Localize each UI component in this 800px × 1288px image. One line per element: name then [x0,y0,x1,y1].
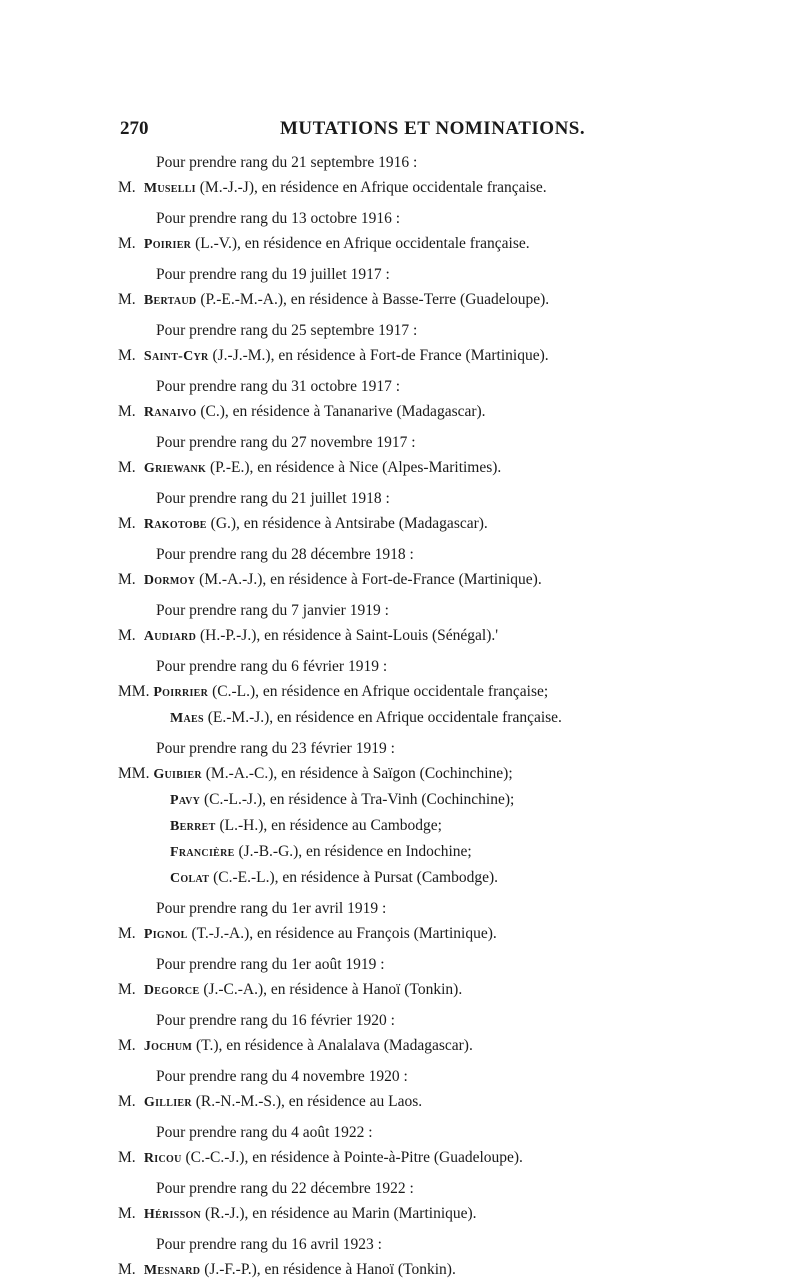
running-title: MUTATIONS ET NOMINATIONS. [280,118,586,139]
rank-date-line: Pour prendre rang du 31 octobre 1917 : [156,378,401,395]
honorific-prefix: M. [118,925,136,942]
rank-date-line: Pour prendre rang du 16 février 1920 : [156,1012,395,1029]
residence-details: (J.-J.-M.), en résidence à Fort-de France (Martinique). [212,347,549,364]
person-name: Rakotobe [143,517,207,532]
honorific-prefix: M. [118,235,136,252]
person-name: Ricou [143,1151,182,1166]
person-line [0,705,800,731]
person-line [0,813,800,839]
honorific-prefix: M. [118,627,136,644]
appointment-entry [0,374,800,425]
person-line [0,1089,800,1115]
appointment-entry [0,150,800,201]
person-name: Colat [170,871,210,886]
honorific-prefix: M. [118,179,136,196]
honorific-prefix: M. [118,1205,136,1222]
honorific-prefix: M. [118,515,136,532]
appointment-entry [0,1176,800,1227]
person-name: Hérisson [143,1207,202,1222]
residence-details: (C.-L.-J.), en résidence à Tra-Vinh (Cochinchine); [204,791,515,808]
person-name: Dormoy [143,573,196,588]
residence-details: (G.), en résidence à Antsirabe (Madagascar). [210,515,488,532]
residence-details: (P.-E.-M.-A.), en résidence à Basse-Terre (Guadeloupe). [200,291,550,308]
residence-details: (M.-J.-J), en résidence en Afrique occidentale française. [199,179,547,196]
person-line [0,787,800,813]
appointment-entry [0,736,800,891]
residence-details: (C.-L.), en résidence en Afrique occidentale française; [212,683,549,700]
person-line [0,977,800,1003]
appointment-entry [0,896,800,947]
residence-details: (J.-F.-P.), en résidence à Hanoï (Tonkin). [204,1261,456,1278]
residence-details: (T.), en résidence à Analalava (Madagascar). [196,1037,473,1054]
person-name: Bertaud [143,293,197,308]
appointment-entry [0,1008,800,1059]
rank-date-line: Pour prendre rang du 13 octobre 1916 : [156,210,401,227]
person-line [0,623,800,649]
rank-date-line: Pour prendre rang du 28 décembre 1918 : [156,546,414,563]
page-number: 270 [120,118,149,139]
rank-date-line: Pour prendre rang du 16 avril 1923 : [156,1236,382,1253]
person-line [0,231,800,257]
person-line [0,679,800,705]
person-line [0,1033,800,1059]
honorific-prefix: M. [118,1093,136,1110]
residence-details: (J.-B.-G.), en résidence en Indochine; [238,843,472,860]
person-name: Maes [170,711,204,726]
person-line [0,865,800,891]
person-name: Gillier [143,1095,192,1110]
appointment-entry [0,1064,800,1115]
rank-date-line: Pour prendre rang du 4 novembre 1920 : [156,1068,408,1085]
person-name: Audiard [143,629,197,644]
person-name: Muselli [143,181,196,196]
residence-details: (M.-A.-C.), en résidence à Saïgon (Cochinchine); [205,765,513,782]
person-line [0,1257,800,1283]
residence-details: (T.-J.-A.), en résidence au François (Martinique). [191,925,497,942]
person-line [0,343,800,369]
appointment-list [0,150,800,1288]
person-line [0,567,800,593]
person-line [0,839,800,865]
rank-date-line: Pour prendre rang du 21 septembre 1916 : [156,154,418,171]
person-name: Mesnard [143,1263,201,1278]
honorific-prefix: M. [118,347,136,364]
rank-date-line: Pour prendre rang du 27 novembre 1917 : [156,434,416,451]
appointment-entry [0,486,800,537]
rank-date-line: Pour prendre rang du 21 juillet 1918 : [156,490,390,507]
person-line [0,175,800,201]
residence-details: (L.-H.), en résidence au Cambodge; [219,817,442,834]
person-name: Poirrier [153,685,209,700]
honorific-prefix: M. [118,981,136,998]
rank-date-line: Pour prendre rang du 25 septembre 1917 : [156,322,418,339]
residence-details: (L.-V.), en résidence en Afrique occidentale française. [195,235,530,252]
honorific-prefix: M. [118,1149,136,1166]
appointment-entry [0,206,800,257]
person-line [0,511,800,537]
residence-details: (R.-J.), en résidence au Marin (Martinique). [204,1205,477,1222]
appointment-entry [0,262,800,313]
person-name: Ranaivo [143,405,197,420]
person-name: Francière [170,845,235,860]
person-name: Griewank [143,461,207,476]
person-line [0,399,800,425]
honorific-prefix: M. [118,403,136,420]
honorific-prefix: M. [118,459,136,476]
residence-details: (R.-N.-M.-S.), en résidence au Laos. [195,1093,423,1110]
person-name: Guibier [153,767,202,782]
rank-date-line: Pour prendre rang du 7 janvier 1919 : [156,602,389,619]
rank-date-line: Pour prendre rang du 23 février 1919 : [156,740,395,757]
person-line [0,455,800,481]
rank-date-line: Pour prendre rang du 22 décembre 1922 : [156,1180,414,1197]
appointment-entry [0,430,800,481]
appointment-entry [0,318,800,369]
residence-details: (C.), en résidence à Tananarive (Madagascar). [200,403,486,420]
residence-details: (E.-M.-J.), en résidence en Afrique occidentale française. [207,709,562,726]
appointment-entry [0,952,800,1003]
appointment-entry [0,654,800,731]
person-name: Pignol [143,927,188,942]
honorific-prefix: M. [118,571,136,588]
residence-details: (P.-E.), en résidence à Nice (Alpes-Maritimes). [209,459,502,476]
person-line [0,1201,800,1227]
person-name: Degorce [143,983,200,998]
rank-date-line: Pour prendre rang du 19 juillet 1917 : [156,266,390,283]
rank-date-line: Pour prendre rang du 1er août 1919 : [156,956,385,973]
person-name: Berret [170,819,216,834]
residence-details: (H.-P.-J.), en résidence à Saint-Louis (Sénégal).' [199,627,499,644]
rank-date-line: Pour prendre rang du 4 août 1922 : [156,1124,373,1141]
residence-details: (C.-C.-J.), en résidence à Pointe-à-Pitre (Guadeloupe). [185,1149,523,1166]
honorific-prefix: M. [118,1261,136,1278]
person-line [0,1145,800,1171]
person-name: Pavy [170,793,201,808]
residence-details: (J.-C.-A.), en résidence à Hanoï (Tonkin). [203,981,463,998]
person-line [0,287,800,313]
appointment-entry [0,542,800,593]
person-line [0,921,800,947]
rank-date-line: Pour prendre rang du 1er avril 1919 : [156,900,387,917]
honorific-prefix: M. [118,1037,136,1054]
person-line [0,761,800,787]
residence-details: (C.-E.-L.), en résidence à Pursat (Cambodge). [213,869,499,886]
person-name: Jochum [143,1039,193,1054]
residence-details: (M.-A.-J.), en résidence à Fort-de-France (Martinique). [199,571,542,588]
page-header [120,118,670,142]
person-name: Poirier [143,237,192,252]
appointment-entry [0,1120,800,1171]
honorific-prefix: MM. [118,765,150,782]
honorific-prefix: M. [118,291,136,308]
rank-date-line: Pour prendre rang du 6 février 1919 : [156,658,388,675]
appointment-entry [0,1232,800,1283]
person-name: Saint-Cyr [143,349,209,364]
honorific-prefix: MM. [118,683,150,700]
appointment-entry [0,598,800,649]
